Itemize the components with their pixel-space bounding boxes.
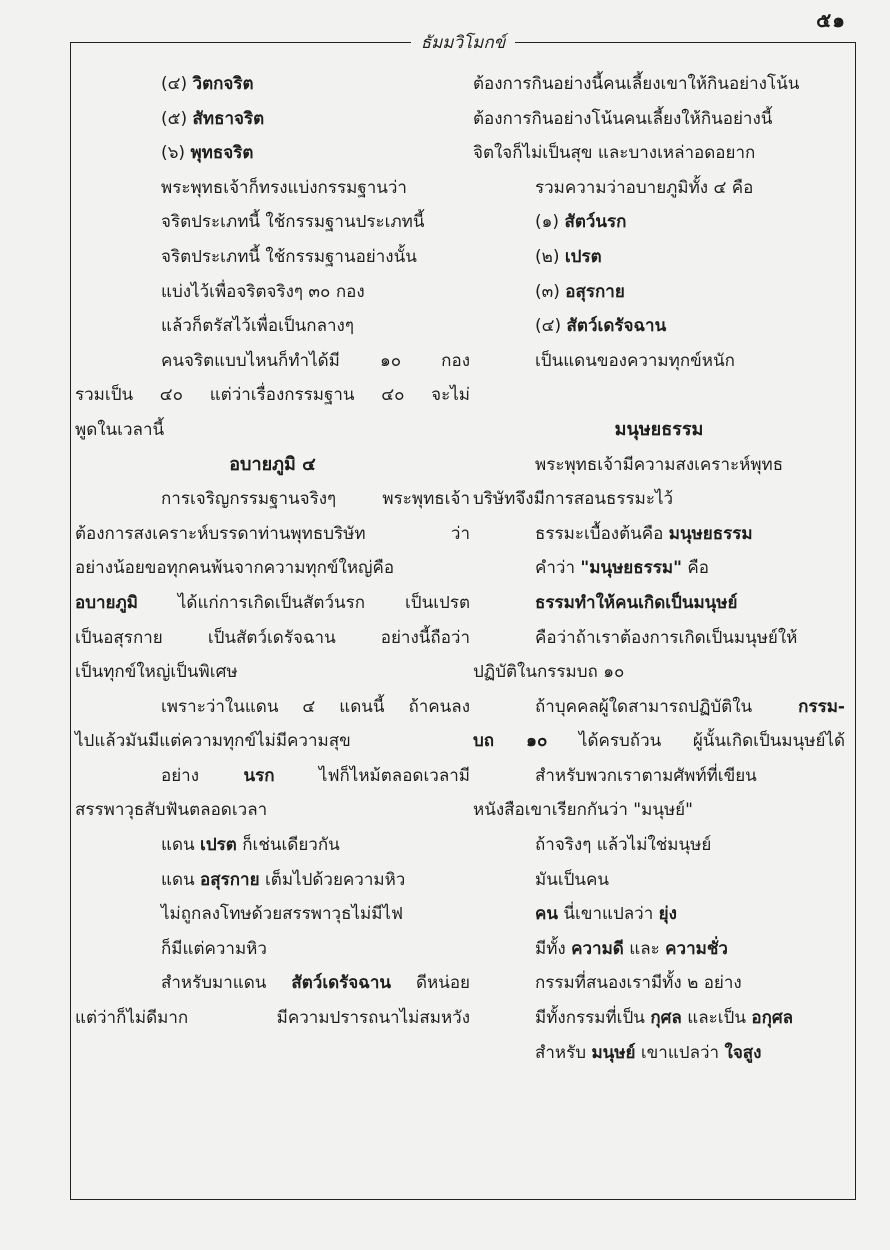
text-line bbox=[473, 275, 845, 310]
bold-term: เปรต bbox=[200, 835, 237, 856]
text-segment: แบ่งไว้เพื่อจริตจริงๆ ๓๐ กอง bbox=[161, 281, 365, 302]
text-line bbox=[75, 448, 470, 483]
text-segment: แดน bbox=[161, 869, 201, 890]
text-segment: มันเป็นคน bbox=[535, 869, 610, 890]
text-line bbox=[75, 136, 470, 171]
text-line bbox=[75, 551, 470, 586]
bold-term: บถ ๑๐ bbox=[473, 731, 548, 752]
text-segment: เต็มไปด้วยความหิว bbox=[259, 869, 406, 890]
bold-term: สัตว์เดรัจฉาน bbox=[566, 316, 667, 337]
running-header bbox=[71, 29, 855, 56]
text-segment: ปฏิบัติในกรรมบถ ๑๐ bbox=[473, 662, 625, 683]
text-segment: ก็มีแต่ความหิว bbox=[161, 938, 267, 959]
text-line bbox=[473, 897, 845, 932]
text-segment: ต้องการกินอย่างนี้คนเลี้ยงเขาให้กินอย่างโน้น bbox=[473, 74, 800, 94]
bold-term: สัตว์เดรัจฉาน bbox=[291, 973, 392, 994]
text-segment: แดน bbox=[161, 835, 201, 856]
text-segment: ต้องการกินอย่างโน้นคนเลี้ยงให้กินอย่างนี้ bbox=[473, 108, 773, 129]
text-segment: สำหรับ bbox=[535, 1042, 592, 1063]
text-line bbox=[473, 482, 845, 517]
text-segment: ไปแล้วมันมีแต่ความทุกข์ไม่มีความสุข bbox=[75, 731, 351, 752]
text-segment: มีทั้ง bbox=[535, 938, 572, 959]
text-line bbox=[473, 344, 845, 379]
text-segment: (๔) bbox=[535, 316, 567, 337]
header-title: ธัมมวิโมกข์ bbox=[411, 33, 516, 53]
text-line bbox=[75, 690, 470, 725]
text-segment: (๑) bbox=[535, 212, 565, 233]
text-line bbox=[75, 724, 470, 759]
bold-term: มนุษยธรรม bbox=[614, 418, 704, 440]
bold-term: อบายภูมิ ๔ bbox=[229, 453, 316, 475]
right-column bbox=[473, 67, 845, 1070]
bold-term: สัตว์นรก bbox=[564, 212, 627, 233]
text-line bbox=[473, 67, 845, 102]
text-segment: (๔) bbox=[161, 74, 193, 94]
bold-term: ความดี bbox=[571, 938, 624, 959]
text-line bbox=[473, 690, 845, 725]
bold-term: พุทธจริต bbox=[190, 143, 254, 164]
text-line bbox=[75, 517, 470, 552]
text-line bbox=[473, 136, 845, 171]
text-segment: รวมเป็น ๔๐ แต่ว่าเรื่องกรรมฐาน ๔๐ จะไม่ bbox=[75, 385, 470, 406]
bold-term: อสุรกาย bbox=[565, 281, 625, 302]
text-segment: ได้แก่การเกิดเป็นสัตว์นรก เป็นเปรต bbox=[137, 592, 470, 613]
bold-term: อกุศล bbox=[751, 1008, 794, 1029]
text-segment: สำหรับพวกเราตามศัพท์ที่เขียน bbox=[535, 765, 757, 786]
text-line bbox=[75, 828, 470, 863]
text-segment: สำหรับมาแดน bbox=[161, 973, 292, 994]
text-line bbox=[473, 551, 845, 586]
text-segment: สรรพาวุธสับฟันตลอดเวลา bbox=[75, 800, 268, 821]
text-line bbox=[473, 171, 845, 206]
text-line bbox=[473, 724, 845, 759]
bold-term: ยุ่ง bbox=[658, 904, 677, 925]
text-segment: ไม่ถูกลงโทษด้วยสรรพาวุธไม่มีไฟ bbox=[161, 904, 404, 925]
bold-term: อสุรกาย bbox=[200, 869, 260, 890]
text-segment: (๖) bbox=[161, 143, 191, 164]
text-line bbox=[75, 897, 470, 932]
text-segment: ถ้าบุคคลผู้ใดสามารถปฏิบัติใน bbox=[535, 696, 799, 717]
text-line bbox=[75, 932, 470, 967]
text-segment: กรรมที่สนองเรามีทั้ง ๒ อย่าง bbox=[535, 973, 742, 994]
text-line bbox=[473, 102, 845, 137]
page-frame bbox=[70, 33, 856, 1200]
text-line bbox=[75, 621, 470, 656]
text-line bbox=[75, 655, 470, 690]
text-segment: คือว่าถ้าเราต้องการเกิดเป็นมนุษย์ให้ bbox=[535, 627, 798, 648]
bold-term: เปรต bbox=[564, 246, 602, 267]
text-segment: ดีหน่อย bbox=[391, 973, 470, 994]
bold-term: นรก bbox=[243, 765, 275, 786]
text-segment: มีทั้งกรรมที่เป็น bbox=[535, 1008, 651, 1029]
text-line bbox=[75, 1001, 470, 1036]
text-segment: ธรรมะเบื้องต้นคือ bbox=[535, 523, 669, 544]
text-line bbox=[473, 793, 845, 828]
text-segment: จิตใจก็ไม่เป็นสุข และบางเหล่าอดอยาก bbox=[473, 143, 756, 164]
text-segment: พระพุทธเจ้าก็ทรงแบ่งกรรมฐานว่า bbox=[161, 177, 407, 198]
text-line bbox=[75, 275, 470, 310]
text-line bbox=[75, 586, 470, 621]
text-line bbox=[75, 240, 470, 275]
text-line bbox=[473, 205, 845, 240]
text-segment: หนังสือเขาเรียกกันว่า "มนุษย์" bbox=[473, 800, 693, 821]
text-line bbox=[473, 759, 845, 794]
bold-term: ใจสูง bbox=[724, 1042, 762, 1063]
text-segment: (๒) bbox=[535, 246, 565, 267]
bold-term: ความชั่ว bbox=[665, 938, 728, 959]
text-segment: อย่าง bbox=[161, 765, 244, 786]
text-line bbox=[75, 102, 470, 137]
left-column bbox=[75, 67, 470, 1036]
text-segment: รวมความว่าอบายภูมิทั้ง ๔ คือ bbox=[535, 177, 754, 198]
text-segment: เพราะว่าในแดน ๔ แดนนี้ ถ้าคนลง bbox=[161, 696, 470, 717]
text-segment: เขาแปลว่า bbox=[635, 1042, 725, 1063]
bold-term: วิตกจริต bbox=[192, 74, 254, 94]
text-segment: แต่ว่าก็ไม่ดีมาก มีความปรารถนาไม่สมหวัง bbox=[75, 1008, 470, 1029]
bold-term: มนุษยธรรม bbox=[668, 523, 753, 544]
text-segment: แล้วก็ตรัสไว้เพื่อเป็นกลางๆ bbox=[161, 316, 354, 337]
text-line bbox=[75, 966, 470, 1001]
text-line bbox=[473, 378, 845, 413]
text-segment: การเจริญกรรมฐานจริงๆ พระพุทธเจ้า bbox=[161, 489, 470, 510]
text-line bbox=[75, 205, 470, 240]
bold-term: สัทธาจริต bbox=[192, 108, 265, 129]
text-segment: จริตประเภทนี้ ใช้กรรมฐานประเภทนี้ bbox=[161, 212, 425, 233]
text-line bbox=[75, 171, 470, 206]
text-segment: และ bbox=[623, 938, 666, 959]
text-line bbox=[75, 759, 470, 794]
text-line bbox=[75, 413, 470, 448]
bold-term: มนุษย์ bbox=[591, 1042, 636, 1063]
text-line bbox=[473, 240, 845, 275]
text-line bbox=[473, 655, 845, 690]
text-segment: คนจริตแบบไหนก็ทำได้มี ๑๐ กอง bbox=[161, 350, 470, 371]
text-segment: พระพุทธเจ้ามีความสงเคราะห์พุทธ bbox=[535, 454, 784, 475]
text-line bbox=[473, 1036, 845, 1071]
text-segment: (๕) bbox=[161, 108, 193, 129]
text-segment: คือ bbox=[681, 558, 709, 579]
text-line bbox=[75, 482, 470, 517]
text-segment: ต้องการสงเคราะห์บรรดาท่านพุทธบริษัท ว่า bbox=[75, 523, 470, 544]
page-number: ๕๑ bbox=[816, 8, 846, 32]
text-line bbox=[473, 966, 845, 1001]
text-line bbox=[75, 378, 470, 413]
bold-term: กรรม- bbox=[798, 696, 845, 717]
text-line bbox=[473, 1001, 845, 1036]
bold-term: คน bbox=[535, 904, 558, 925]
text-line bbox=[75, 67, 470, 102]
text-segment: ได้ครบถ้วน ผู้นั้นเกิดเป็นมนุษย์ได้ bbox=[547, 731, 845, 752]
text-segment: บริษัทจึงมีการสอนธรรมะไว้ bbox=[473, 489, 674, 510]
text-segment: และเป็น bbox=[681, 1008, 752, 1029]
text-line bbox=[75, 863, 470, 898]
text-segment: ก็เช่นเดียวกัน bbox=[236, 835, 340, 856]
text-line bbox=[75, 344, 470, 379]
text-segment: เป็นทุกข์ใหญ่เป็นพิเศษ bbox=[75, 662, 238, 683]
text-segment: เป็นอสุรกาย เป็นสัตว์เดรัจฉาน อย่างนี้ถือว่า bbox=[75, 627, 470, 648]
text-segment: คำว่า bbox=[535, 558, 581, 579]
text-line bbox=[473, 517, 845, 552]
text-line bbox=[473, 621, 845, 656]
text-segment: ถ้าจริงๆ แล้วไม่ใช่มนุษย์ bbox=[535, 835, 712, 856]
bold-term: ธรรมทำให้คนเกิดเป็นมนุษย์ bbox=[535, 592, 738, 613]
text-line bbox=[473, 863, 845, 898]
text-line bbox=[473, 413, 845, 448]
text-segment: พูดในเวลานี้ bbox=[75, 419, 165, 440]
text-segment: นี่เขาแปลว่า bbox=[558, 904, 659, 925]
bold-term: กุศล bbox=[650, 1008, 682, 1029]
bold-term: อบายภูมิ bbox=[75, 592, 138, 613]
bold-term: "มนุษยธรรม" bbox=[580, 558, 682, 579]
text-line bbox=[473, 932, 845, 967]
text-line bbox=[473, 586, 845, 621]
text-segment: เป็นแดนของความทุกข์หนัก bbox=[535, 350, 735, 371]
text-line bbox=[75, 309, 470, 344]
text-segment: จริตประเภทนี้ ใช้กรรมฐานอย่างนั้น bbox=[161, 246, 417, 267]
text-segment: อย่างน้อยขอทุกคนพ้นจากความทุกข์ใหญ่คือ bbox=[75, 558, 395, 579]
text-line bbox=[75, 793, 470, 828]
text-segment: ไฟก็ไหม้ตลอดเวลามี bbox=[274, 765, 471, 786]
text-line bbox=[473, 309, 845, 344]
text-line bbox=[473, 828, 845, 863]
text-segment: (๓) bbox=[535, 281, 566, 302]
text-line bbox=[473, 448, 845, 483]
